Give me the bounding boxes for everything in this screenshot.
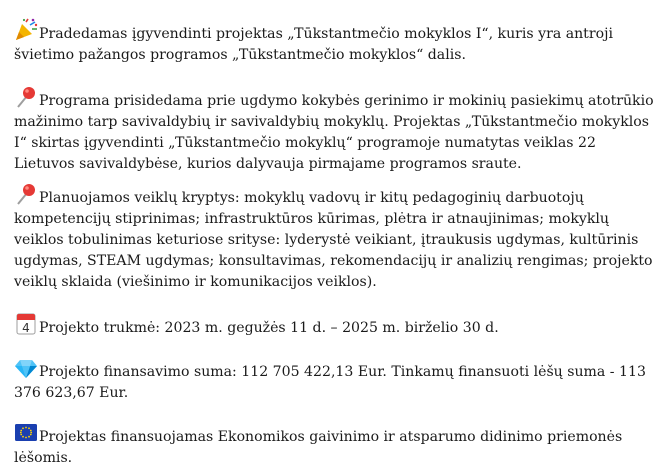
round-pushpin-icon <box>14 182 38 206</box>
calendar-icon <box>14 312 38 336</box>
paragraph-program-goal <box>14 85 654 175</box>
eu-flag-icon <box>14 421 38 445</box>
paragraph-text: Projekto trukmė: 2023 m. gegužės 11 d. – 2025 m. birželio 30 d. <box>39 320 499 336</box>
paragraph-text: Planuojamos veiklų kryptys: mokyklų vadovų ir kitų pedagoginių darbuotojų kompetencijų stiprinimas; infrastruktūros kūrimas, plėtra ir atnaujinimas; mokyklų veiklos tobulinimas keturiose srityse: lyderystė veikiant, įtraukusis ugdymas, kultūrinis ugdymas, STEAM ugdymas; konsultavimas, rekomendacijų ir analizių rengimas; projekto veiklų sklaida (viešinimo ir komunikacijos veiklos). <box>14 190 653 290</box>
paragraph-text: Programa prisidedama prie ugdymo kokybės gerinimo ir mokinių pasiekimų atotrūkio mažinimo tarp savivaldybių ir savivaldybių mokyklų. Projektas „Tūkstantmečio mokyklos I“ skirtas įgyvendinti „Tūkstantmečio mokyklų“ programoje numatytas veiklas 22 Lietuvos savivaldybėse, kurios dalyvauja pirmajame programos sraute. <box>14 93 654 172</box>
paragraph-text: Pradedamas įgyvendinti projektas „Tūkstantmečio mokyklos I“, kuris yra antroji švietimo pažangos programos „Tūkstantmečio mokyklos“ dalis. <box>14 26 613 63</box>
paragraph-text: Projekto finansavimo suma: 112 705 422,13 Eur. Tinkamų finansuoti lėšų suma - 113 376 623,67 Eur. <box>14 364 646 401</box>
round-pushpin-icon <box>14 85 38 109</box>
paragraph-project-start <box>14 18 654 66</box>
paragraph-planned-activities <box>14 182 654 293</box>
paragraph-duration <box>14 312 654 339</box>
paragraph-text: Projektas finansuojamas Ekonomikos gaivinimo ir atsparumo didinimo priemonės lėšomis. <box>14 429 623 466</box>
party-popper-icon <box>14 18 38 42</box>
paragraph-funding-amount <box>14 356 654 404</box>
calendar-day-number: 4 <box>22 321 30 335</box>
paragraph-funding-source <box>14 421 654 469</box>
gem-icon <box>14 356 38 380</box>
